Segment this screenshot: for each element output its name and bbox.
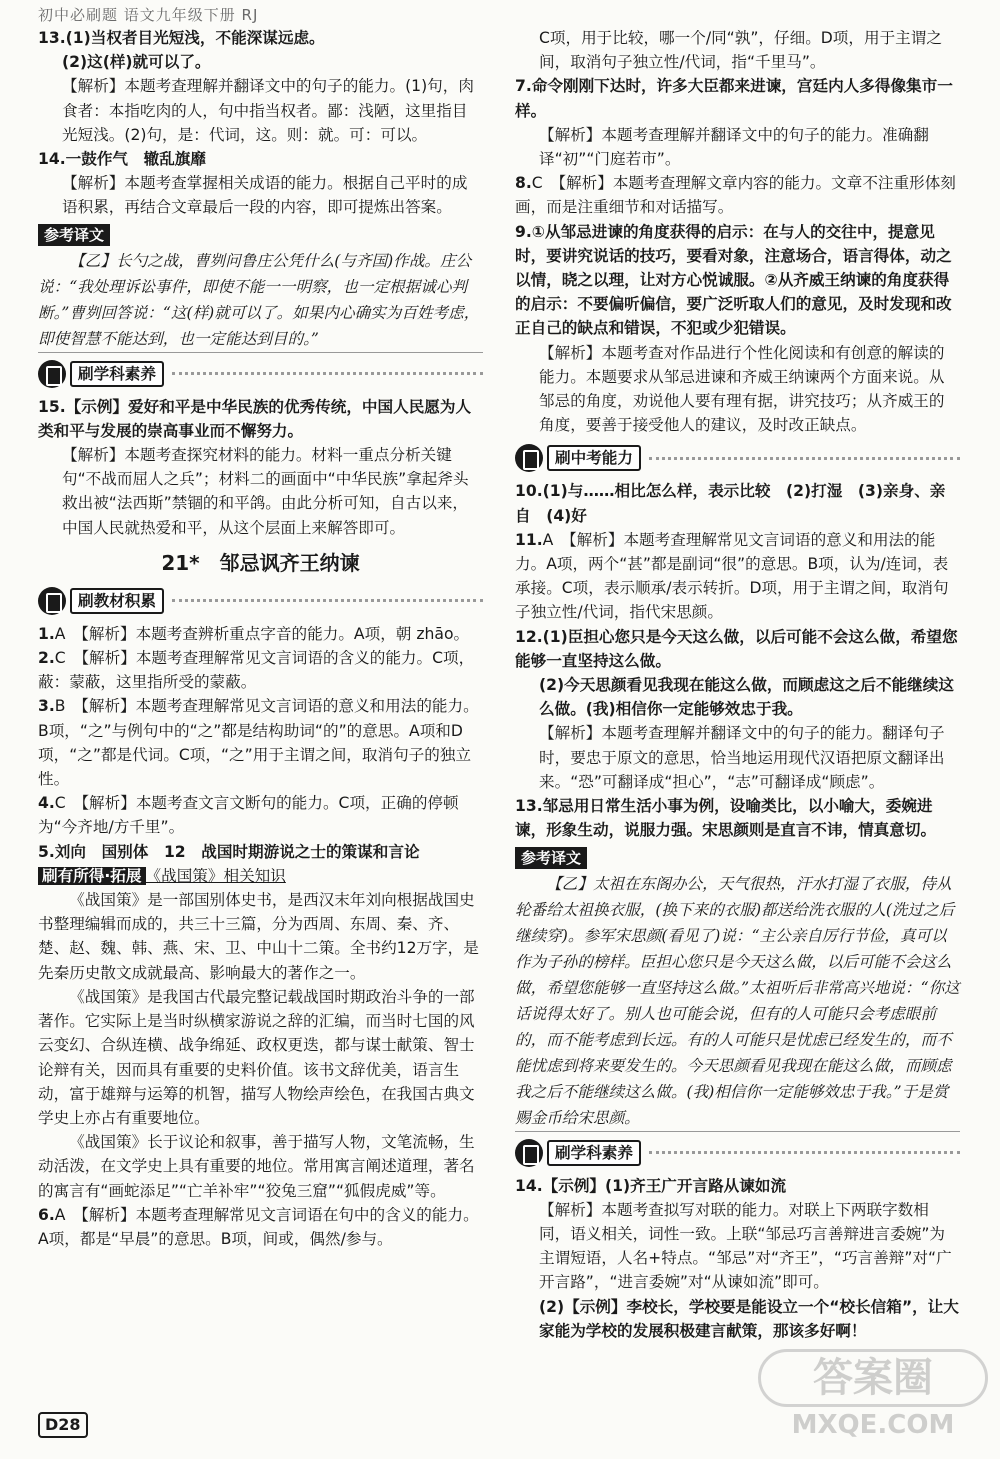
answer-line: 11.A 【解析】本题考查理解常见文言词语的意义和用法的能力。A项，两个“甚”都是副词“很”的意思。B项，认为/连词，表承接。C项，表示顺承/表示转折。D项，用于主谓之间，取消句子独立性/代词，指代宋思颜。	[515, 530, 949, 622]
section-header-literacy-2: 刷学科素养	[515, 1136, 960, 1170]
question-number: 14.	[515, 1176, 543, 1195]
answer-line: 15.【示例】爱好和平是中华民族的优秀传统，中国人民愿为人类和平与发展的崇高事业而不懈努力。	[38, 397, 472, 440]
answer-line: 【解析】本题考查探究材料的能力。材料一重点分析关键句“不战而屈人之兵”；材料二的画面中“中华民族”拿起斧头救出被“法西斯”禁锢的和平鸽。由此分析可知，自古以来，中国人民就热爱和平，从这个层面上来解答即可。	[62, 446, 469, 537]
answer-line: 【解析】本题考查拟写对联的能力。对联上下两联字数相同，语义相关，词性一致。上联“邹忌巧言善辩进言委婉”为主谓短语，人名+特点。“邹忌”对“齐王”，“巧言善辩”对“广开言路”，“进言委婉”对“从谏如流”即可。	[539, 1200, 952, 1292]
right-column	[515, 26, 960, 1343]
answer-line: 【解析】本题考查理解并翻译文中的句子的能力。准确翻译“初”“门庭若市”。	[539, 125, 929, 169]
watermark-logo: 答案圈 MXQE.COM	[758, 1349, 988, 1449]
right-answers-1	[515, 26, 960, 437]
pen-icon	[515, 444, 543, 472]
answer-line: 7.命令刚刚下达时，许多大臣都来进谏，宫廷内人多得像集市一样。	[515, 77, 953, 120]
extension-heading: 刷有所得·拓展 《战国策》相关知识	[38, 864, 483, 888]
question-number: 3.	[38, 697, 55, 716]
left-answers-1	[38, 26, 483, 220]
answer-line: 5.刘向 国别体 12 战国时期游说之士的策谋和言论	[38, 842, 420, 861]
answer-line: C项，用于比较，哪一个/同“孰”，仔细。D项，用于主谓之间，取消句子独立性/代词，指“千里马”。	[539, 29, 942, 72]
answer-line: 13.邹忌用日常生活小事为例，设喻类比，以小喻大，委婉进谏，形象生动，说服力强。宋思颜则是直言不讳，情真意切。	[515, 797, 937, 840]
right-translation-badge: 参考译文	[515, 847, 587, 869]
left-translation: 【乙】长勺之战，曹刿问鲁庄公凭什么(与齐国)作战。庄公说：“我处理诉讼事件，即使不能一一明察，也一定根据诚心判断。”曹刿回答说：“这(样)就可以了。如果内心确实为百姓考虑，即使智慧不能达到，也一定能达到目的。”	[38, 248, 483, 353]
question-number: 4.	[38, 794, 55, 813]
answer-line: 【解析】本题考查掌握相关成语的能力。根据自己平时的成语积累，再结合文章最后一段的内容，即可提炼出答案。	[62, 174, 468, 217]
answer-line: 2.C 【解析】本题考查理解常见文言词语的含义的能力。C项，蔽：蒙蔽，这里指所受的蒙蔽。	[38, 649, 475, 692]
question-number: 13.	[515, 797, 543, 816]
extension-paragraph: 《战国策》是一部国别体史书，是西汉末年刘向根据战国史书整理编辑而成的，共三十三篇，分为西周、东周、秦、齐、楚、赵、魏、韩、燕、宋、卫、中山十二策。全书约12万字，是先秦历史散文成就最高、影响最大的著作之一。	[38, 891, 479, 982]
answer-line: 4.C 【解析】本题考查文言文断句的能力。C项，正确的停顿为“今齐地/方千里”。	[38, 794, 459, 837]
answer-line: 13.(1)当权者目光短浅，不能深谋远虑。	[38, 29, 325, 47]
left-column	[38, 26, 483, 1251]
extension-paragraph: 《战国策》长于议论和叙事，善于描写人物，文笔流畅，生动活泼，在文学史上具有重要的地位。常用寓言阐述道理，著名的寓言有“画蛇添足”“亡羊补牢”“狡兔三窟”“狐假虎威”等。	[38, 1133, 475, 1200]
answer-line: 1.A 【解析】本题考查辨析重点字音的能力。A项，朝 zhāo。	[38, 624, 470, 643]
answer-line: 14.【示例】(1)齐王广开言路从谏如流	[515, 1176, 787, 1195]
question-number: 14.	[38, 150, 66, 169]
lesson-title: 21* 邹忌讽齐王纳谏	[161, 550, 360, 575]
answer-line: 10.(1)与……相比怎么样，表示比较 (2)打湿 (3)亲身、亲自 (4)好	[515, 482, 946, 525]
question-number: 12.	[515, 627, 543, 646]
answer-line: 【解析】本题考查理解并翻译文中的句子的能力。翻译句子时，要忠于原文的意思，恰当地运用现代汉语把原文翻译出来。“恐”可翻译成“担心”，“志”可翻译成“顾虑”。	[539, 724, 945, 791]
page-number: D28	[38, 1412, 88, 1438]
running-header: 初中必刷题 语文九年级下册 RJ	[38, 6, 259, 24]
question-number: 8.	[515, 174, 532, 193]
right-answers-3	[515, 1174, 960, 1343]
pen-icon	[38, 360, 66, 388]
answer-line: 8.C 【解析】本题考查理解文章内容的能力。文章不注重形体刻画，而是注重细节和对话描写。	[515, 174, 956, 217]
answer-line: 12.(1)臣担心您只是今天这么做，以后可能不会这么做，希望您能够一直坚持这么做。	[515, 627, 958, 670]
answer-line: 9.①从邹忌进谏的角度获得的启示：在与人的交往中，提意见时，要讲究说话的技巧，要看对象，注意场合，语言得体，动之以情，晓之以理，让对方心悦诚服。②从齐威王纳谏的角度获得的启示：不要偏听偏信，要广泛听取人们的意见，及时发现和改正自己的缺点和错误，不犯或少犯错误。	[515, 222, 952, 338]
left-answers-2	[38, 395, 483, 540]
section-header-textbook: 刷教材积累	[38, 584, 483, 618]
question-number: 13.	[38, 29, 66, 47]
right-answers-2	[515, 479, 960, 842]
answer-line: 6.A 【解析】本题考查理解常见文言词语在句中的含义的能力。A项，都是“早晨”的意思。B项，间或，偶然/参与。	[38, 1205, 479, 1248]
pen-icon	[515, 1139, 543, 1167]
question-number: 6.	[38, 1205, 55, 1224]
left-translation-badge: 参考译文	[38, 224, 110, 246]
question-number: 9.	[515, 222, 532, 241]
answer-line: (2)这(样)就可以了。	[62, 53, 211, 72]
left-answers-4	[38, 1203, 483, 1251]
question-number: 10.	[515, 482, 543, 501]
section-header-literacy: 刷学科素养	[38, 357, 483, 391]
section-header-exam: 刷中考能力	[515, 441, 960, 475]
pen-icon	[38, 587, 66, 615]
question-number: 11.	[515, 530, 543, 549]
question-number: 2.	[38, 649, 55, 668]
right-translation: 【乙】太祖在东阁办公，天气很热，汗水打湿了衣服，侍从轮番给太祖换衣服，(换下来的衣服)都送给洗衣服的人(洗过之后继续穿)。参军宋思颜(看见了)说：“主公亲自厉行节俭，真可以作为子孙的榜样。臣担心您只是今天这么做，以后可能不会这么做，希望您能够一直坚持这么做。”太祖听后非常高兴地说：“你这话说得太好了。别人也可能会说，但有的人可能只会考虑眼前的，而不能考虑到长远。有的人可能只是忧虑已经发生的，而不能忧虑到将来要发生的。今天思颜看见我现在能这么做，而顾虑我之后不能继续这么做。(我)相信你一定能够效忠于我。”于是赏赐金币给宋思颜。	[515, 871, 960, 1132]
question-number: 15.	[38, 397, 66, 416]
extension-paragraph: 《战国策》是我国古代最完整记载战国时期政治斗争的一部著作。它实际上是当时纵横家游说之辞的汇编，而当时七国的风云变幻、合纵连横、战争绵延、政权更迭，都与谋士献策、智士论辩有关，因而具有重要的史料价值。该书文辞优美，语言生动，富于雄辩与运筹的机智，描写人物绘声绘色，在我国古典文学史上亦占有重要地位。	[38, 987, 475, 1127]
answer-line: (2)今天思颜看见我现在能这么做，而顾虑这之后不能继续这么做。(我)相信你一定能够效忠于我。	[539, 676, 954, 719]
answer-line: 【解析】本题考查对作品进行个性化阅读和有创意的解读的能力。本题要求从邹忌进谏和齐威王纳谏两个方面来说。从邹忌的角度，劝说他人要有理有据，讲究技巧；从齐威王的角度，要善于接受他人的建议，及时改正缺点。	[539, 343, 945, 435]
extension-text	[38, 888, 483, 1203]
answer-line: (2)【示例】李校长，学校要是能设立一个“校长信箱”，让大家能为学校的发展积极建言献策，那该多好啊！	[539, 1297, 959, 1340]
answer-line: 3.B 【解析】本题考查理解常见文言词语的意义和用法的能力。B项，“之”与例句中的“之”都是结构助词“的”的意思。A项和D项，“之”都是代词。C项，“之”用于主谓之间，取消句子的独立性。	[38, 697, 479, 789]
answer-line: 【解析】本题考查理解并翻译文中的句子的能力。(1)句，肉食者：本指吃肉的人，句中指当权者。鄙：浅陋，这里指目光短浅。(2)句，是：代词，这。则：就。可：可以。	[62, 77, 474, 144]
question-number: 1.	[38, 624, 55, 643]
question-number: 5.	[38, 842, 55, 861]
question-number: 7.	[515, 77, 532, 96]
answer-line: 14.一鼓作气 辙乱旗靡	[38, 150, 206, 169]
left-answers-3	[38, 622, 483, 864]
